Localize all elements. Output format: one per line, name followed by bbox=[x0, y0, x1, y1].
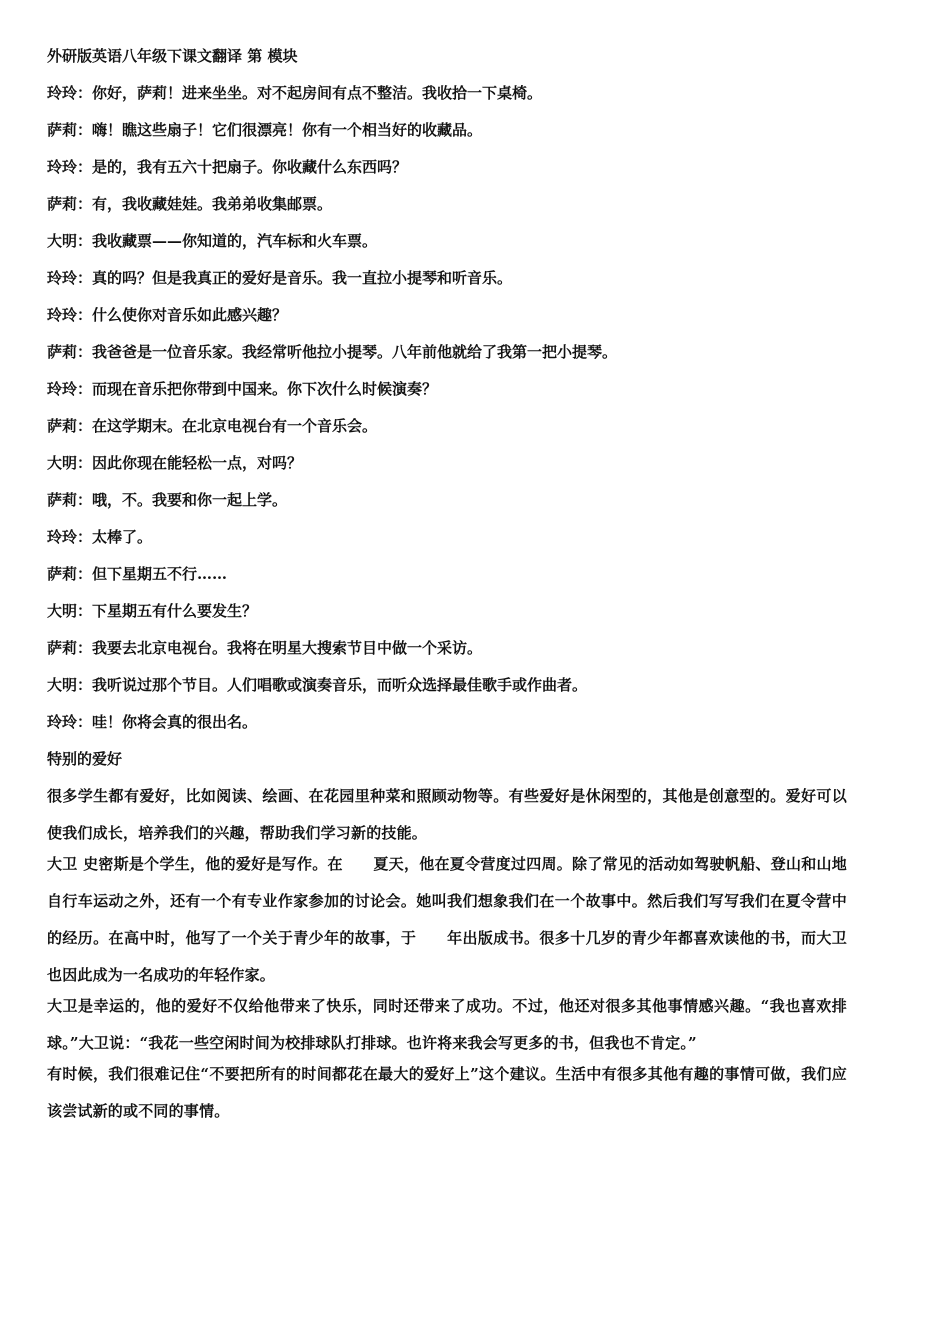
dialog-line: 玲玲：而现在音乐把你带到中国来。你下次什么时候演奏？ bbox=[47, 380, 438, 398]
dialog-line: 萨莉：有，我收藏娃娃。我弟弟收集邮票。 bbox=[47, 195, 333, 213]
paragraph: 大卫 史密斯是个学生，他的爱好是写作。在 夏天，他在夏令营度过四周。除了常见的活动如驾驶帆船、登山和山地自行车运动之外，还有一个有专业作家参加的讨论会。她叫我们想象我们在一个故事中。然后我们写写我们在夏令营中的经历。在高中时，他写了一个关于青少年的故事，于 年出版成书。很多十几岁的青少年都喜欢读他的书，而大卫也因此成为一名成功的年轻作家。 bbox=[47, 855, 847, 984]
paragraph: 很多学生都有爱好，比如阅读、绘画、在花园里种菜和照顾动物等。有些爱好是休闲型的，其他是创意型的。爱好可以使我们成长，培养我们的兴趣，帮助我们学习新的技能。 bbox=[47, 787, 847, 842]
dialog-line: 萨莉：我爸爸是一位音乐家。我经常听他拉小提琴。八年前他就给了我第一把小提琴。 bbox=[47, 343, 618, 361]
dialog-section bbox=[47, 81, 847, 734]
dialog-line: 大明：下星期五有什么要发生？ bbox=[47, 602, 258, 620]
section-heading: 特别的爱好 bbox=[47, 750, 123, 768]
dialog-line: 玲玲：太棒了。 bbox=[47, 528, 153, 546]
paragraph: 有时候，我们很难记住“不要把所有的时间都花在最大的爱好上”这个建议。生活中有很多其他有趣的事情可做，我们应该尝试新的或不同的事情。 bbox=[47, 1065, 847, 1120]
dialog-line: 玲玲：真的吗？但是我真正的爱好是音乐。我一直拉小提琴和听音乐。 bbox=[47, 269, 513, 287]
dialog-line: 萨莉：但下星期五不行…… bbox=[47, 565, 228, 583]
paragraph: 大卫是幸运的，他的爱好不仅给他带来了快乐，同时还带来了成功。不过，他还对很多其他事情感兴趣。“我也喜欢排球。”大卫说：“我花一些空闲时间为校排球队打排球。也许将来我会写更多的书，但我也不肯定。” bbox=[47, 997, 847, 1052]
article-body bbox=[47, 778, 847, 1130]
dialog-line: 萨莉：在这学期末。在北京电视台有一个音乐会。 bbox=[47, 417, 378, 435]
document-page bbox=[47, 44, 847, 1124]
dialog-line: 大明：我收藏票——你知道的，汽车标和火车票。 bbox=[47, 232, 378, 250]
dialog-line: 玲玲：是的，我有五六十把扇子。你收藏什么东西吗？ bbox=[47, 158, 408, 176]
dialog-line: 玲玲：什么使你对音乐如此感兴趣？ bbox=[47, 306, 288, 324]
dialog-line: 大明：我听说过那个节目。人们唱歌或演奏音乐，而听众选择最佳歌手或作曲者。 bbox=[47, 676, 588, 694]
dialog-line: 大明：因此你现在能轻松一点，对吗？ bbox=[47, 454, 303, 472]
dialog-line: 萨莉：哦，不。我要和你一起上学。 bbox=[47, 491, 288, 509]
dialog-line: 玲玲：你好，萨莉！进来坐坐。对不起房间有点不整洁。我收拾一下桌椅。 bbox=[47, 84, 543, 102]
dialog-line: 萨莉：嗨！瞧这些扇子！它们很漂亮！你有一个相当好的收藏品。 bbox=[47, 121, 483, 139]
document-title: 外研版英语八年级下课文翻译 第 模块 bbox=[47, 47, 298, 65]
dialog-line: 萨莉：我要去北京电视台。我将在明星大搜索节目中做一个采访。 bbox=[47, 639, 483, 657]
dialog-line: 玲玲：哇！你将会真的很出名。 bbox=[47, 713, 258, 731]
